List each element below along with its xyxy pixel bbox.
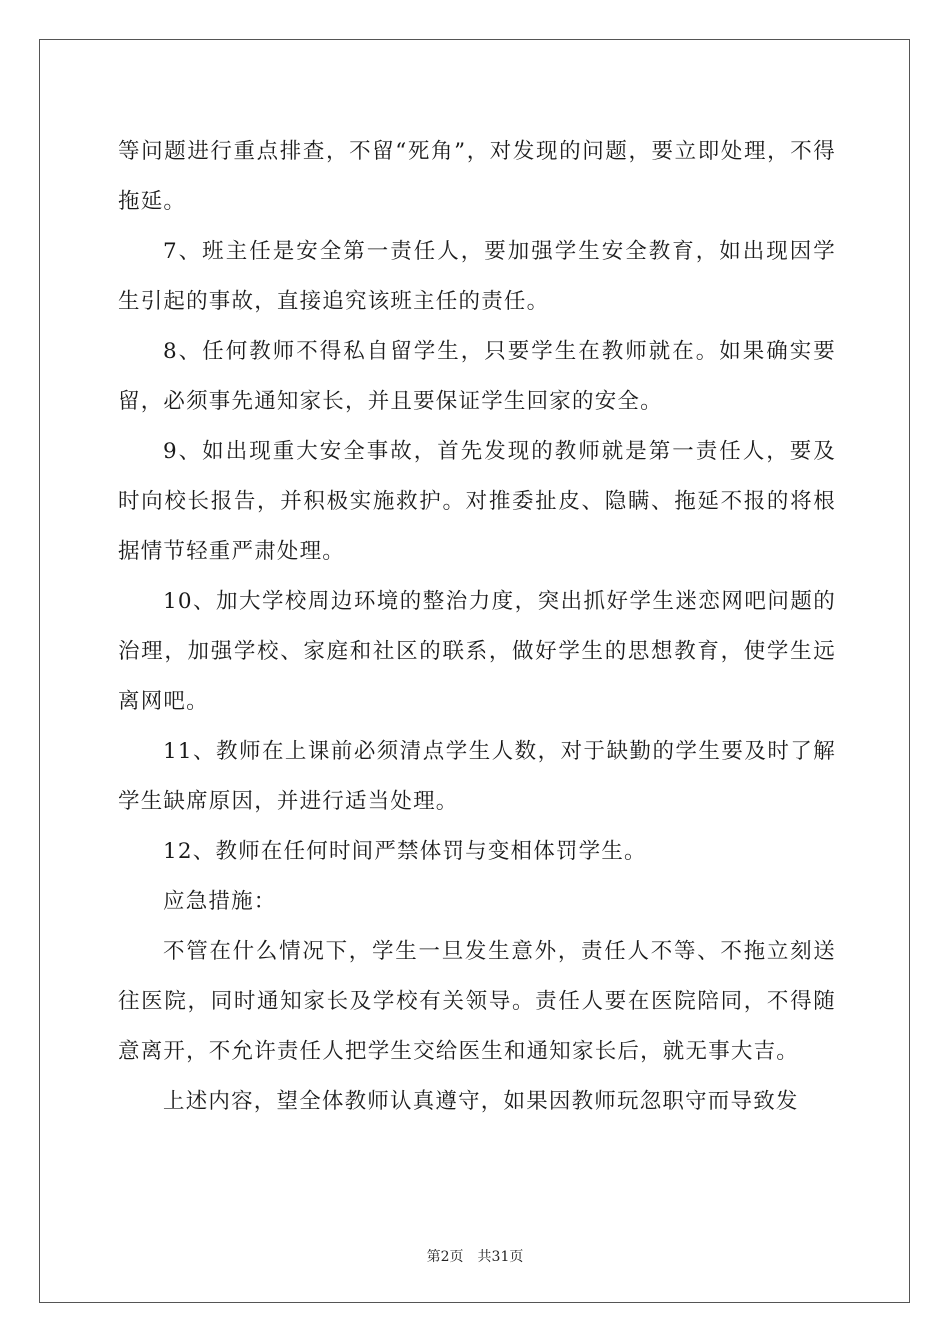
paragraph: 10、加大学校周边环境的整治力度，突出抓好学生迷恋网吧问题的治理，加强学校、家庭和社区的联系，做好学生的思想教育，使学生远离网吧。 (118, 589, 836, 714)
paragraph: 12、教师在任何时间严禁体罚与变相体罚学生。 (163, 839, 647, 864)
document-body (118, 127, 836, 1127)
paragraph: 9、如出现重大安全事故，首先发现的教师就是第一责任人，要及时向校长报告，并积极实施救护。对推委扯皮、隐瞒、拖延不报的将根据情节轻重严肃处理。 (118, 439, 836, 564)
paragraph: 不管在什么情况下，学生一旦发生意外，责任人不等、不拖立刻送往医院，同时通知家长及学校有关领导。责任人要在医院陪同，不得随意离开，不允许责任人把学生交给医生和通知家长后，就无事大吉。 (118, 939, 836, 1064)
paragraph: 等问题进行重点排查，不留“死角”，对发现的问题，要立即处理，不得拖延。 (118, 139, 836, 214)
paragraph: 7、班主任是安全第一责任人，要加强学生安全教育，如出现因学生引起的事故，直接追究该班主任的责任。 (118, 239, 836, 314)
section-heading: 应急措施： (163, 889, 277, 914)
page-total: 共31页 (477, 1249, 524, 1265)
paragraph: 11、教师在上课前必须清点学生人数，对于缺勤的学生要及时了解学生缺席原因，并进行适当处理。 (118, 739, 836, 814)
page-footer (0, 1246, 950, 1266)
paragraph: 上述内容，望全体教师认真遵守，如果因教师玩忽职守而导致发 (163, 1089, 799, 1114)
page-number: 第2页 (426, 1249, 464, 1265)
paragraph: 8、任何教师不得私自留学生，只要学生在教师就在。如果确实要留，必须事先通知家长，并且要保证学生回家的安全。 (118, 339, 836, 414)
